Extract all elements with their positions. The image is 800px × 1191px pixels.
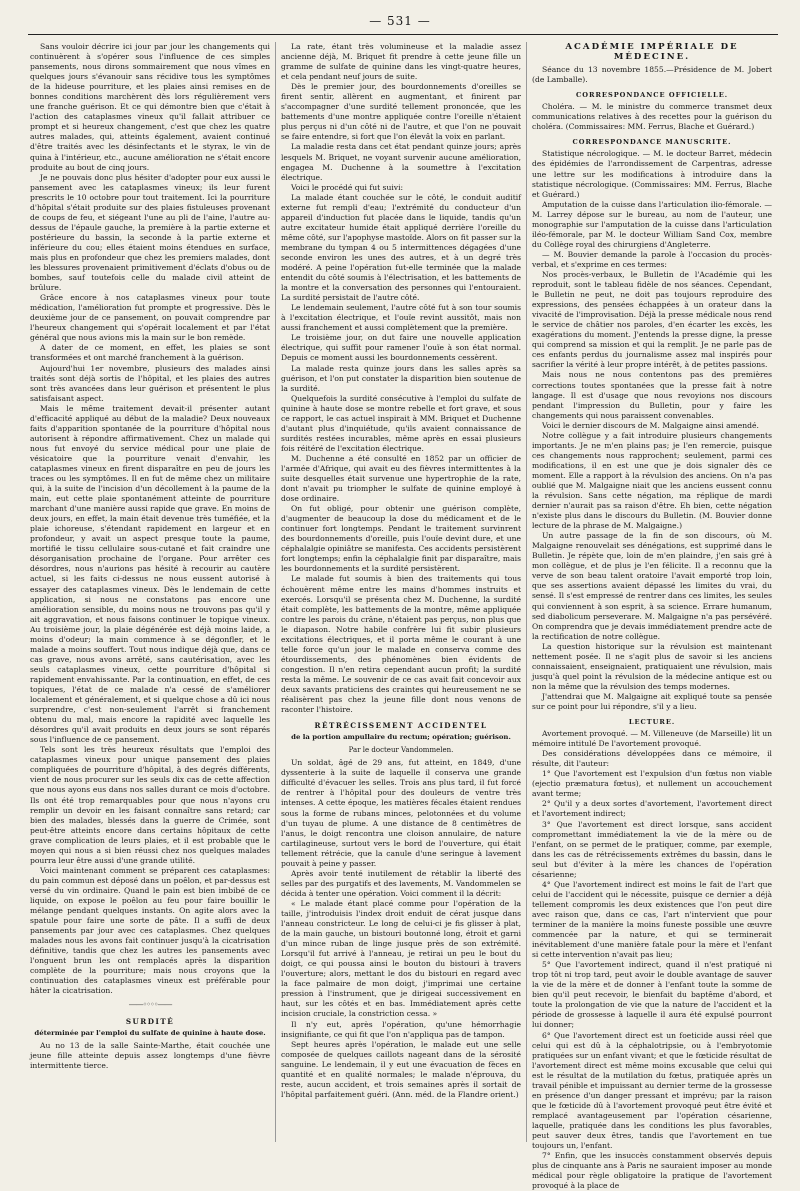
- column-divider: [275, 42, 276, 1142]
- paragraph: M. Duchenne a été consulté en 1852 par un officier de l'armée d'Afrique, qui avait eu des fièvres intermittentes à la suite desquelles était survenue une hypertrophie de la rate, dont n'avait pu triompher le sulfate de quinine employé à dose ordinaire.: [281, 453, 521, 504]
- meeting-line: Séance du 13 novembre 1855.—Présidence de M. Jobert (de Lamballe).: [532, 65, 772, 85]
- column-divider: [526, 42, 527, 1142]
- paragraph: Au no 13 de la salle Sainte-Marthe, était couchée une jeune fille atteinte depuis assez longtemps d'une fièvre intermittente tierce.: [30, 1040, 270, 1070]
- paragraph: Le lendemain seulement, l'autre côté fut à son tour soumis à l'excitation électrique, et l'ouïe revint aussitôt, mais non aussi franchement et aussi complètement que la première.: [281, 303, 521, 333]
- paragraph: Le troisième jour, on dut faire une nouvelle application électrique, qui suffit pour ramener l'ouïe à son état normal. Depuis ce moment aussi les bourdonnements cessèrent.: [281, 333, 521, 363]
- paragraph: Après avoir tenté inutilement de rétablir la liberté des selles par des purgatifs et des lavements, M. Vandommelen se décida à tenter une opération. Voici comment il la décrit:: [281, 868, 522, 898]
- paragraph: On fut obligé, pour obtenir une guérison complète, d'augmenter de beaucoup la dose du médicament et de le continuer fort longtemps. Pendant le traitement survinrent des bourdonnements d'oreille, puis l'ouïe devint dure, et une céphalalgie opiniâtre se manifesta. Ces accidents persistèrent fort longtemps; enfin la céphalalgie finit par disparaître, mais les bourdonnements et la surdité persistèrent.: [281, 504, 521, 574]
- paragraph: Quelquefois la surdité consécutive à l'emploi du sulfate de quinine à haute dose se montre rebelle et fort grave, et sous ce rapport, le cas actuel inspirait à MM. Briquet et Duchenne d'autant plus d'inquiétude, qu'ils avaient connaissance de surdités restées incurables, même après en essai plusieurs fois réitéré de l'excitation électrique.: [281, 393, 521, 453]
- paragraph: Choléra. — M. le ministre du commerce transmet deux communications relatives à des recettes pour la guérison du choléra. (Commissaires: MM. Ferrus, Blache et Guérard.): [532, 102, 772, 132]
- section-header: ACADÉMIE IMPÉRIALE DE MÉDECINE.: [565, 42, 739, 63]
- section-title: RÉTRÉCISSEMENT ACCIDENTEL: [314, 721, 488, 731]
- paragraph: Sans vouloir décrire ici jour par jour les changements qui continuèrent à s'opérer sous l'influence de ces simples pansements, nous dirons sommairement que nous vîmes en quelques jours s'évanouir sans récidive tous les symptômes de la hideuse pourriture, et les plaies ainsi remises en de bonnes conditions marchèrent dès lors régulièrement vers une franche guérison. Et ce qui démontre bien que c'était à l'action des cataplasmes vineux qu'il fallait attribuer ce prompt et si heureux changement, c'est que chez les quatre autres malades, qui, atteints également, avaient continué d'être traités avec les désinfectants et le styrax, le vin de quina à l'intérieur, etc., aucune amélioration ne s'était encore produite au bout de cinq jours.: [30, 42, 270, 172]
- paragraph: A dater de ce moment, en effet, les plaies se sont transformées et ont marché franchement à la guérison.: [30, 343, 270, 363]
- paragraph: Statistique nécrologique. — M. le docteur Barret, médecin des épidémies de l'arrondissement de Carpentras, adresse une lettre sur les modifications à introduire dans la statistique nécrologique. (Commissaires: MM. Ferrus, Blache et Guérard.): [532, 149, 772, 199]
- header-rule: [28, 34, 778, 35]
- paragraph: 3° Que l'avortement est direct lorsque, sans accident compromettant immédiatement la vie de la mère ou de l'enfant, on se permet de le pratiquer, comme, par exemple, dans les cas de rétrécissements extrêmes du bassin, dans le seul but d'éviter à la mère les chances de l'opération césarienne;: [532, 819, 772, 879]
- paragraph: Voici maintenant comment se préparent ces cataplasmes: du pain commun est déposé dans un poêlon, et par-dessus est versé du vin ordinaire. Quand le pain est bien imbibé de ce liquide, on expose le poêlon au feu pour faire bouillir le mélange pendant quelques instants. On agite alors avec la spatule pour faire une sorte de pâte. Il a suffi de deux pansements par jour avec ces cataplasmes. Chez quelques malades nous les avons fait continuer jusqu'à la cicatrisation définitive, tandis que chez les autres les pansements avec l'onguent brun les ont remplacés après la disparition complète de la pourriture; mais nous croyons que la continuation des cataplasmes vineux est préférable pour hâter la cicatrisation.: [30, 865, 270, 996]
- paragraph: Amputation de la cuisse dans l'articulation ilio-fémorale. — M. Larrey dépose sur le bureau, au nom de l'auteur, une monographie sur l'amputation de la cuisse dans l'articulation iléo-fémorale, par M. le docteur William Sand Cox, membre du Collège royal des chirurgiens d'Angleterre.: [532, 199, 772, 249]
- paragraph: La malade étant couchée sur le côté, le conduit auditif externe fut rempli d'eau; l'extrémité du conducteur d'un appareil d'induction fut placée dans le liquide, tandis qu'un autre excitateur humide était appliqué derrière l'oreille du même côté, sur l'apophyse mastoïde. Alors on fit passer sur la membrane du tympan 4 ou 5 intermittences dégagées d'une seconde environ les unes des autres, et à un degré très modéré. A peine l'opération fut-elle terminée que la malade entendit du côté soumis à l'électrisation, et les battements de la montre et la conversation des personnes qui l'entouraient. La surdité persistait de l'autre côté.: [281, 192, 521, 303]
- paragraph: La rate, étant très volumineuse et la maladie assez ancienne déjà, M. Briquet fit prendre à cette jeune fille un gramme de sulfate de quinine dans les vingt-quatre heures, et cela pendant neuf jours de suite.: [281, 42, 521, 82]
- section-subtitle: de la portion ampullaire du rectum; opération; guérison.: [291, 733, 511, 742]
- paragraph: J'attendrai que M. Malgaigne ait expliqué toute sa pensée sur ce point pour lui répondre, s'il y a lieu.: [532, 691, 772, 711]
- paragraph: Sept heures après l'opération, le malade eut une selle composée de quelques caillots nageant dans de la sérosité sanguine. Le lendemain, il y eut une évacuation de fèces en quantité et en qualité normales; le malade n'éprouva, du reste, aucun accident, et trois semaines après il sortait de l'hôpital parfaitement guéri. (Ann. méd. de la Flandre orient.): [281, 1039, 521, 1099]
- subsection-title: CORRESPONDANCE OFFICIELLE.: [575, 91, 729, 100]
- paragraph: Mais le même traitement devait-il présenter autant d'efficacité appliqué au début de la maladie? Deux nouveaux faits d'apparition spontanée de la pourriture d'hôpital nous autorisent à répondre affirmativement. Chez un malade qui nous fut envoyé du service médical pour une plaie de vésicatoire que la pourriture venait d'envahir, les cataplasmes vineux en firent disparaître en peu de jours les traces ou les symptômes. Il en fut de même chez un militaire qui, à la suite de l'incision d'un décollement à la paume de la main, eut cette plaie spontanément atteinte de pourriture marchant d'une manière aussi rapide que grave. En moins de deux jours, en effet, la main était devenue très tuméfiée, et la plaie ichoreuse, s'étendant rapidement en largeur et en profondeur, y avait un aspect presque toute la paume, mortifié le tissu cellulaire sous-cutané et fait craindre une désorganisation prochaine de l'organe. Pour arrêter ces désordres, nous n'aurions pas hésité à recourir au cautère actuel, si les faits ci-dessus ne nous eussent autorisé à essayer des cataplasmes vineux. Dès le lendemain de cette application, si nous ne constatons pas encore une amélioration sensible, du moins nous ne trouvons pas qu'il y ait aggravation, et nous faisons continuer le topique vineux. Au troisième jour, la plaie dégénérée est déjà moins laide, a moins d'odeur; la main commence à se dégonfler, et le malade a moins souffert. Tout nous indique déjà que, dans ce cas grave, nous avons arrêté, sans cautérisation, avec les seuls cataplasmes vineux, cette pourriture d'hôpital si rapidement envahissante. Par la continuation, en effet, de ces topiques, l'état de ce malade n'a cessé de s'améliorer localement et généralement, et si quelque chose a dû ici nous surprendre, c'est non-seulement l'arrêt si franchement obtenu du mal, mais encore la rapidité avec laquelle les désordres qu'il avait produits en deux jours se sont réparés sous l'influence de ce pansement.: [30, 403, 270, 745]
- subsection-title: CORRESPONDANCE MANUSCRITE.: [572, 138, 732, 147]
- paragraph: Nos procès-verbaux, le Bulletin de l'Académie qui les reproduit, sont le tableau fidèle de nos séances. Cependant, le Bulletin ne peut, ne doit pas toujours reproduire des expressions, des pensées échappées à un orateur dans la vivacité de l'improvisation. Déjà la presse médicale nous rend le service de châtier nos paroles, d'en écarter les excès, les exagérations du moment. J'entends la presse digne, la presse qui comprend sa mission et qui la remplit. Je ne parle pas de ces enfants perdus du journalisme assez mal inspirés pour sacrifier la vérité à leur propre intérêt, à de petites passions.: [532, 269, 772, 370]
- paragraph: 5° Que l'avortement indirect, quand il n'est pratiqué ni trop tôt ni trop tard, peut avoir le double avantage de sauver la vie de la mère et de donner à l'enfant toute la somme de bien qu'il peut recevoir, le bienfait du baptême d'abord, et toute la prolongation de vie que la nature de l'accident et la période de grossesse à laquelle il aura été expulsé pourront lui donner;: [532, 960, 772, 1030]
- column-middle: [281, 42, 521, 1142]
- paragraph: Le malade fut soumis à bien des traitements qui tous échouèrent même entre les mains d'hommes instruits et exercés. Lorsqu'il se présenta chez M. Duchenne, la surdité était complète, les battements de la montre, même appliquée contre les parois du crâne, n'étaient pas perçus, non plus que le diapason. Notre habile confrère lui fit subir plusieurs excitations électriques, et il porta même le courant à une telle force qu'un jour le malade en conserva comme des étourdissements, des phénomènes bien évidents de congestion. Il n'en retira cependant aucun profit; la surdité resta la même. Le souvenir de ce cas avait fait concevoir aux deux savants praticiens des craintes qui heureusement ne se réalisèrent pas chez la jeune fille dont nous venons de raconter l'histoire.: [281, 574, 521, 715]
- paragraph: 1° Que l'avortement est l'expulsion d'un fœtus non viable (ejectio præmatura fœtus), et nullement un accouchement avant terme;: [532, 769, 772, 799]
- paragraph: 6° Que l'avortement direct est un foeticide aussi réel que celui qui est dû à la céphalotripsie, ou à l'embryotomie pratiquées sur un enfant vivant; et que le fœticide résultat de l'avortement direct est même moins excusable que celui qui est le résultat de la mutilation du fœtus, pratiquée après un travail pénible et impuissant au dernier terme de la grossesse en présence d'un danger pressant et imprévu; par la raison que le fœticide dû à l'avortement provoqué peut être évité et remplacé avantageusement par l'opération césarienne, laquelle, pratiquée dans les conditions les plus favorables, peut sauver deux êtres, tandis que l'avortement en tue toujours un, l'enfant.: [532, 1030, 772, 1151]
- paragraph: Il n'y eut, après l'opération, qu'une hémorrhagie insignifiante, ce qui fit que l'on n'appliqua pas de tampon.: [281, 1019, 521, 1039]
- paragraph: Je ne pouvais donc plus hésiter d'adopter pour eux aussi le pansement avec les cataplasmes vineux; ils leur furent prescrits le 10 octobre pour tout traitement. Ici la pourriture d'hôpital s'était produite sur des plaies fistuleuses provenant de coups de feu, et siégeant l'une au pli de l'aine, l'autre au-dessus de l'épaule gauche, la première à la partie externe et postérieure du bassin, la seconde à la partie externe et inférieure du cou; elles étaient moins étendues en surface, mais plus en profondeur que chez les premiers malades, dont les blessures provenaient primitivement d'éclats d'obus ou de bombes, sauf toutefois celle du malade civil atteint de brûlure.: [30, 172, 270, 293]
- paragraph: La maladie resta dans cet état pendant quinze jours; après lesquels M. Briquet, ne voyant survenir aucune amélioration, engagea M. Duchenne à la soumettre à l'excitation électrique.: [281, 142, 521, 182]
- paragraph: « Le malade étant placé comme pour l'opération de la taille, j'introduisis l'index droit enduit de cérat jusque dans l'anneau constricteur. Le long de celui-ci je fis glisser à plat, de la main gauche, un bistouri boutonné long, étroit et garni d'un mince ruban de linge jusque près de son extrémité. Lorsqu'il fut arrivé à l'anneau, je retirai un peu le bout du doigt, ce qui poussa ainsi le bouton du bistouri à travers l'ouverture; alors, mettant le dos du bistouri en regard avec la face palmaire de mon doigt, j'imprimai une certaine pression à l'instrument, que je dirigeai successivement en haut, sur les côtés et en bas. Immédiatement après cette incision cruciale, la constriction cessa. »: [281, 898, 521, 1019]
- paragraph: Un autre passage de la fin de son discours, où M. Malgaigne renouvelait ses dénégations, est supprimé dans le Bulletin. Je répète que, loin de m'en plaindre, j'en sais gré à mon collègue, et de plus je l'en félicite. Il a reconnu que la verve de son beau talent oratoire l'avait emporté trop loin, que ses assertions avaient dépassé les limites du vrai, du sensé. Il s'est empressé de rentrer dans ces limites, les seules qui conviennent à son esprit, à sa science. Errare humanum, sed diabolicum perseverare. M. Malgaigne n'a pas persévéré. On comprendra que je devais immédiatement prendre acte de la rectification de notre collègue.: [532, 531, 772, 641]
- paragraph: Avortement provoqué. — M. Villeneuve (de Marseille) lit un mémoire intitulé De l'avortement provoqué.: [532, 729, 772, 749]
- section-subtitle: déterminée par l'emploi du sulfate de quinine à haute dose.: [34, 1028, 266, 1037]
- paragraph: — M. Bouvier demande la parole à l'occasion du procès-verbal, et s'exprime en ces termes:: [532, 249, 772, 269]
- paragraph: 7° Enfin, que les insuccès constamment observés depuis plus de cinquante ans à Paris ne sauraient imposer au monde médical pour règle obligatoire la pratique de l'avortement provoqué à la place de: [532, 1151, 772, 1191]
- paragraph: 2° Qu'il y a deux sortes d'avortement, l'avortement direct et l'avortement indirect;: [532, 799, 772, 819]
- paragraph: La malade resta quinze jours dans les salles après sa guérison, et l'on put constater la disparition bien soutenue de la surdité.: [281, 363, 521, 393]
- subsection-title: LECTURE.: [628, 718, 676, 727]
- paragraph: Grâce encore à nos cataplasmes vineux pour toute médication, l'amélioration fut prompte et progressive. Dès le deuxième jour de ce pansement, on pouvait comprendre par l'heureux changement qui s'opérait localement et par l'état général que nous avions mis la main sur le bon remède.: [30, 293, 270, 343]
- section-title: SURDITÉ: [125, 1016, 175, 1026]
- paragraph: Tels sont les très heureux résultats que l'emploi des cataplasmes vineux pour unique pansement des plaies compliquées de pourriture d'hôpital, à des degrés différents, vient de nous procurer sur les seuls dix cas de cette affection que nous ayons eus dans nos salles durant ce mois d'octobre. Ils ont été trop remarquables pour que nous n'ayons cru remplir un devoir en les faisant connaître sans retard; car bien des malades, blessés dans la guerre de Crimée, sont peut-être atteints encore dans certains hôpitaux de cette grave complication de leurs plaies, et il est probable que le moyen qui nous a si bien réussi chez nos quelques malades pourra leur être aussi d'une grande utilité.: [30, 745, 270, 865]
- paragraph: Des considérations développées dans ce mémoire, il résulte, dit l'auteur:: [532, 749, 772, 769]
- paragraph: 4° Que l'avortement indirect est moins le fait de l'art que celui de l'accident qui le nécessite, puisque ce dernier a déjà tellement compromis les deux existences que l'on peut dire avec raison que, dans ce cas, l'art n'intervient que pour terminer de la manière la moins funeste possible une œuvre commencée par la nature, et qui se terminerait inévitablement d'une manière fatale pour la mère et l'enfant si cette intervention n'avait pas lieu;: [532, 879, 772, 960]
- paragraph: Notre collègue y a fait introduire plusieurs changements importants. Je ne m'en plains pas; je l'en remercie, puisque ces changements nous rapprochent; seulement, parmi ces modifications, il en est une que je dois signaler dès ce moment. Elle a rapport à la révulsion des anciens. On n'a pas oublié que M. Malgaigne niait que les anciens eussent connu la révulsion. Sans cette négation, ma réplique de mardi dernier n'aurait pas sa raison d'être. Eh bien, cette négation n'existe plus dans le discours du Bulletin. (M. Bouvier donne lecture de la phrase de M. Malgaigne.): [532, 430, 772, 531]
- paragraph: La question historique sur la révulsion est maintenant nettement posée. Il ne s'agit plus de savoir si les anciens connaissaient, enseignaient, pratiquaient une révulsion, mais jusqu'à quel point la révulsion de la médecine antique est ou non la même que la révulsion des temps modernes.: [532, 641, 772, 691]
- section-separator: ——◦◦◦◦——: [128, 1000, 172, 1010]
- paragraph: Aujourd'hui 1er novembre, plusieurs des malades ainsi traités sont déjà sortis de l'hôpital, et les plaies des autres sont très avancées dans leur guérison et présentent le plus satisfaisant aspect.: [30, 363, 270, 403]
- paragraph: Dès le premier jour, des bourdonnements d'oreilles se firent sentir, allèrent en augmentant, et finirent par s'accompagner d'une surdité tellement prononcée, que les battements d'une montre appliquée contre l'oreille n'étaient plus perçus ni d'un côté ni de l'autre, et que l'on ne pouvait se faire entendre, si fort que l'on élevât la voix en parlant.: [281, 82, 521, 142]
- paragraph: Voici le dernier discours de M. Malgaigne ainsi amendé.: [542, 420, 759, 430]
- page-number: — 531 —: [369, 14, 431, 28]
- paragraph: Voici le procédé qui fut suivi:: [291, 182, 404, 192]
- column-left: [30, 42, 270, 1142]
- byline: Par le docteur Vandommelen.: [348, 746, 454, 755]
- paragraph: Mais nous ne nous contentons pas des premières corrections toutes spontanées que la presse fait à notre langage. Il est d'usage que nous revoyions nos discours pendant l'impression du Bulletin, pour y faire les changements qui nous paraissent convenables.: [532, 370, 772, 420]
- paragraph: Un soldat, âgé de 29 ans, fut atteint, en 1849, d'une dyssenterie à la suite de laquelle il conserva une grande difficulté d'évacuer les selles. Trois ans plus tard, il fut forcé de rentrer à l'hôpital pour des douleurs de ventre très intenses. A cette époque, les matières fécales étaient rendues sous la forme de rubans minces, pelotonnées et du volume d'un tuyau de plume. A une distance de 8 centimètres de l'anus, le doigt rencontra une cloison annulaire, de nature cartilagineuse, surtout vers le bord de l'ouverture, qui était tellement rétrécie, que la canule d'une seringue à lavement pouvait à peine y passer.: [281, 758, 521, 868]
- column-right: [532, 42, 772, 1191]
